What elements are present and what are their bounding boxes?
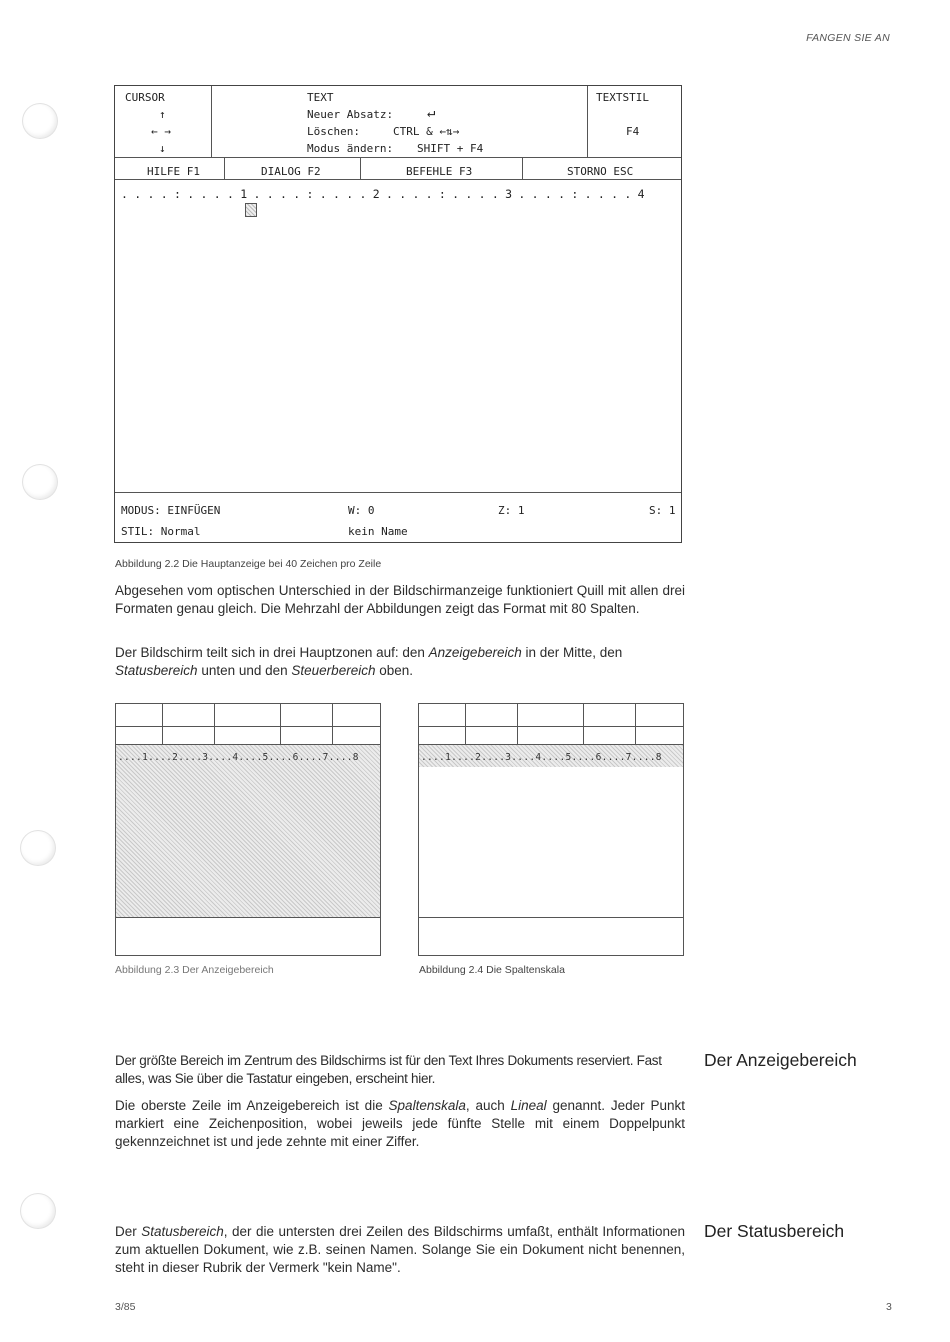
term-display-area: Anzeigebereich bbox=[428, 645, 522, 660]
zones-text: unten und den bbox=[197, 663, 292, 678]
main-screen-figure bbox=[114, 85, 682, 543]
delete-label: Löschen: bbox=[307, 125, 360, 138]
zones-text: Der Bildschirm teilt sich in drei Hauptzonen auf: den bbox=[115, 645, 429, 660]
ruler-text: genannt. Jeder Punkt markiert eine Zeichenposition, wobei jeweils jede fünfte Stelle mit einem Doppelpunkt gekennzeichnet ist und jede zehnte mit einer Ziffer. bbox=[115, 1098, 685, 1149]
term-control-area: Steuerbereich bbox=[291, 663, 376, 678]
cursor-title: CURSOR bbox=[125, 91, 165, 104]
text-cursor bbox=[245, 203, 257, 217]
ruler-text: Die oberste Zeile im Anzeigebereich ist die bbox=[115, 1098, 389, 1113]
paragraph-status-area bbox=[115, 1223, 685, 1277]
binder-hole-4 bbox=[21, 1194, 55, 1228]
term-status-area: Statusbereich bbox=[115, 663, 198, 678]
column-ruler-figure bbox=[418, 703, 684, 956]
status-column: S: 1 bbox=[649, 504, 676, 517]
return-key-icon: ↵ bbox=[427, 105, 436, 121]
zones-text: in der Mitte, den bbox=[521, 645, 623, 660]
cursor-leftright-icon: ← → bbox=[151, 125, 171, 138]
term-ruler: Lineal bbox=[510, 1098, 547, 1113]
mode-label: Modus ändern: bbox=[307, 142, 394, 155]
paragraph-zones bbox=[115, 644, 690, 680]
page-number: 3 bbox=[886, 1301, 892, 1313]
term-column-ruler: Spaltenskala bbox=[388, 1098, 466, 1113]
status-line: Z: 1 bbox=[498, 504, 525, 517]
footer-date: 3/85 bbox=[115, 1301, 136, 1313]
section-label: FANGEN SIE AN bbox=[806, 32, 890, 44]
status-mode: MODUS: EINFÜGEN bbox=[121, 504, 221, 517]
term-status-area: Statusbereich bbox=[141, 1224, 224, 1239]
binder-hole-3 bbox=[21, 831, 55, 865]
cursor-down-icon: ↓ bbox=[159, 142, 166, 155]
caption-fig-2-2: Abbildung 2.2 Die Hauptanzeige bei 40 Zeichen pro Zeile bbox=[115, 558, 382, 570]
new-paragraph-label: Neuer Absatz: bbox=[307, 108, 394, 121]
heading-status-area: Der Statusbereich bbox=[704, 1221, 845, 1241]
paragraph-formats: Abgesehen vom optischen Unterschied in der Bildschirmanzeige funktioniert Quill mit allen drei Formaten genau gleich. Die Mehrzahl der Abbildungen zeigt das Format mit 80 Spalten. bbox=[115, 583, 685, 616]
binder-hole-1 bbox=[23, 104, 57, 138]
status-words: W: 0 bbox=[348, 504, 375, 517]
column-ruler: . . . . : . . . . 1 . . . . : . . . . 2 . . . . : . . . . 3 . . . . : . . . . 4 bbox=[121, 187, 645, 201]
status-text: Der bbox=[115, 1224, 142, 1239]
help-key: HILFE F1 bbox=[147, 165, 200, 178]
highlighted-display-area bbox=[116, 745, 380, 917]
status-text: , der die untersten drei Zeilen des Bildschirms umfaßt, enthält Informationen zum aktuellen Dokument, wie z.B. seinen Namen. Solange Sie ein Dokument nicht benennen, steht in dieser Rubrik der Vermerk "kein Name". bbox=[115, 1224, 685, 1275]
status-style: STIL: Normal bbox=[121, 525, 201, 538]
cursor-up-icon: ↑ bbox=[159, 108, 166, 121]
text-title: TEXT bbox=[307, 91, 334, 104]
textstyle-key: F4 bbox=[626, 125, 640, 138]
display-area-figure bbox=[115, 703, 381, 956]
cancel-key: STORNO ESC bbox=[567, 165, 634, 178]
binder-hole-2 bbox=[23, 465, 57, 499]
heading-display-area: Der Anzeigebereich bbox=[704, 1050, 857, 1070]
caption-fig-2-4: Abbildung 2.4 Die Spaltenskala bbox=[419, 964, 565, 976]
paragraph-ruler bbox=[115, 1097, 685, 1151]
mode-key: SHIFT + F4 bbox=[417, 142, 484, 155]
commands-key: BEFEHLE F3 bbox=[406, 165, 473, 178]
mini-ruler: ....1....2....3....4....5....6....7....8 bbox=[421, 752, 662, 763]
caption-fig-2-3: Abbildung 2.3 Der Anzeigebereich bbox=[115, 964, 274, 976]
ruler-text: , auch bbox=[465, 1098, 511, 1113]
mini-ruler: ....1....2....3....4....5....6....7....8 bbox=[118, 752, 359, 763]
textstyle-title: TEXTSTIL bbox=[596, 91, 649, 104]
dialog-key: DIALOG F2 bbox=[261, 165, 321, 178]
zones-text: oben. bbox=[375, 663, 414, 678]
delete-key: CTRL & ←⇅→ bbox=[393, 125, 460, 138]
status-doc-name: kein Name bbox=[348, 525, 408, 538]
paragraph-display-area: Der größte Bereich im Zentrum des Bildschirms ist für den Text Ihres Dokuments reserviert. Fast alles, was Sie über die Tastatur eingeben, erscheint hier. bbox=[115, 1053, 662, 1086]
